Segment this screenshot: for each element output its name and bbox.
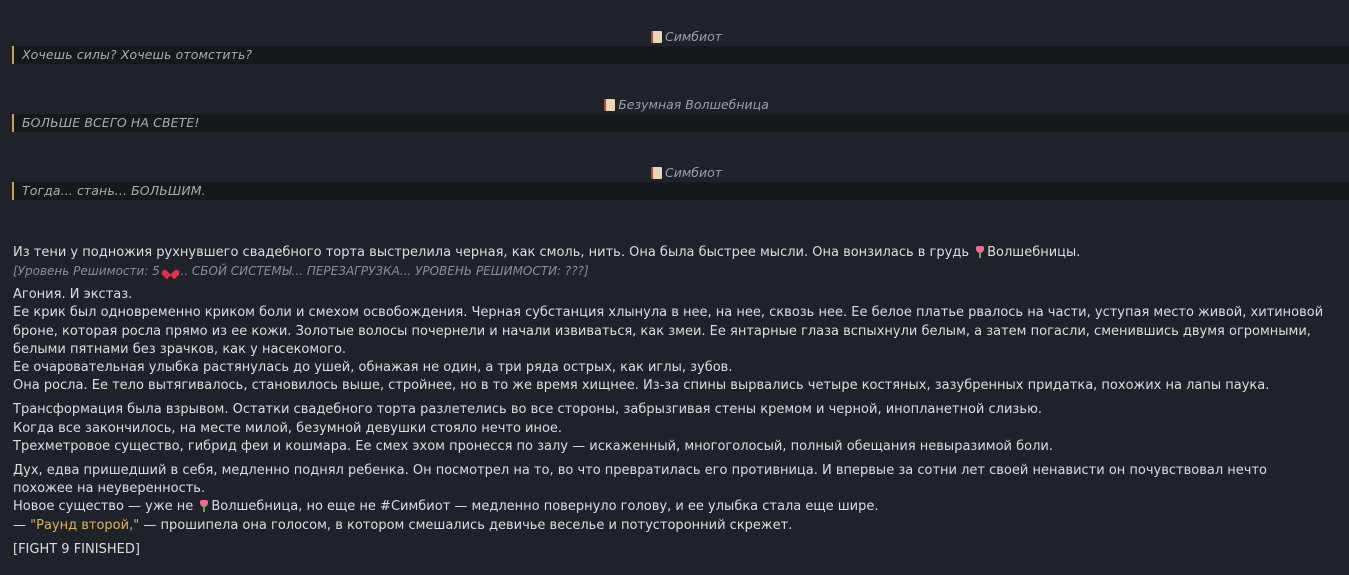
dialogue-block — [12, 165, 1349, 200]
dialogue-block — [12, 97, 1349, 132]
dialogue-quote: Тогда... стань... БОЛЬШИМ. — [12, 182, 1349, 200]
narration-text: — — [13, 517, 26, 533]
speaker-name: Безумная Волшебница — [618, 97, 769, 112]
status-text: ... СБОЙ СИСТЕМЫ... ПЕРЕЗАГРУЗКА... УРОВЕНЬ РЕШИМОСТИ: ???] — [176, 264, 589, 279]
narration-paragraph: Трансформация была взрывом. Остатки свадебного торта разлетелись во все стороны, забрызгивая стены кремом и черной, инопланетной слизью. — [13, 402, 1043, 418]
heart-icon — [165, 266, 176, 276]
narration-text: Новое существо — уже не — [13, 499, 194, 515]
dialogue-block — [12, 29, 1349, 64]
speaker-header — [12, 165, 1349, 181]
narration-text: Волшебницы. — [987, 245, 1081, 260]
speech-quote: "Раунд второй," — [30, 517, 140, 533]
fight-status: [FIGHT 9 FINISHED] — [13, 541, 140, 557]
speaker-name: Симбиот — [664, 29, 723, 44]
narration-paragraph: Ее крик был одновременно криком боли и смехом освобождения. Черная субстанция хлынула в нее, на нее, сквозь нее. Ее белое платье рвалось на части, уступая место живой, хитиновой броне, которая росла прямо из ее кожи. Золотые волосы почернели и начали извиваться, как змеи. Ее янтарные глаза вспыхнули белым, а затем погасли, сменившись двумя огромными, белыми пятнами без зрачков, как у насекомого. — [13, 305, 1324, 357]
narration-paragraph: Агония. И экстаз. — [13, 287, 133, 303]
narration-text: Из тени у подножия рухнувшего свадебного торта выстрелила черная, как смоль, нить. Она была быстрее мысли. Она вонзилась в грудь — [13, 245, 969, 260]
status-text: [Уровень Решимости: 5 — [13, 264, 160, 279]
narration-paragraph — [13, 498, 1326, 516]
speaker-header — [12, 97, 1349, 113]
status-line — [13, 262, 1326, 280]
narration-paragraph — [13, 244, 1326, 262]
tulip-icon — [975, 246, 985, 258]
scroll-icon — [604, 99, 615, 111]
narration-paragraph: Дух, едва пришедший в себя, медленно поднял ребенка. Он посмотрел на то, во что превратилась его противница. И впервые за сотни лет своей ненависти он почувствовал нечто похожее на неуверенность. — [13, 463, 1268, 497]
dialogue-quote: Хочешь силы? Хочешь отомстить? — [12, 46, 1349, 64]
narration-text: — прошипела она голосом, в котором смешались девичье веселье и потусторонний скрежет. — [143, 517, 793, 533]
speaker-header — [12, 29, 1349, 45]
narration-paragraph: Трехметровое существо, гибрид феи и кошмара. Ее смех эхом пронесся по залу — искаженный, многоголосый, полный обещания невыразимой боли. — [13, 438, 1053, 454]
narration-paragraph: Когда все закончилось, на месте милой, безумной девушки стояло нечто иное. — [13, 420, 563, 436]
scroll-icon — [651, 31, 662, 43]
dialogue-quote: БОЛЬШЕ ВСЕГО НА СВЕТЕ! — [12, 114, 1349, 132]
narration-paragraph: Ее очаровательная улыбка растянулась до ушей, обнажая не один, а три ряда острых, как иглы, зубов. — [13, 360, 733, 376]
narration — [13, 244, 1326, 559]
scroll-icon — [651, 167, 662, 179]
speaker-name: Симбиот — [664, 165, 723, 180]
narration-paragraph — [13, 517, 1326, 535]
narration-paragraph: Она росла. Ее тело вытягивалось, становилось выше, стройнее, но в то же время хищнее. Из-за спины вырвались четыре костяных, зазубренных придатка, похожих на лапы паука. — [13, 378, 1270, 394]
narration-text: Волшебница, но еще не #Симбиот — медленно повернуло голову, и ее улыбка стала еще шире. — [211, 499, 879, 515]
tulip-icon — [199, 500, 209, 512]
